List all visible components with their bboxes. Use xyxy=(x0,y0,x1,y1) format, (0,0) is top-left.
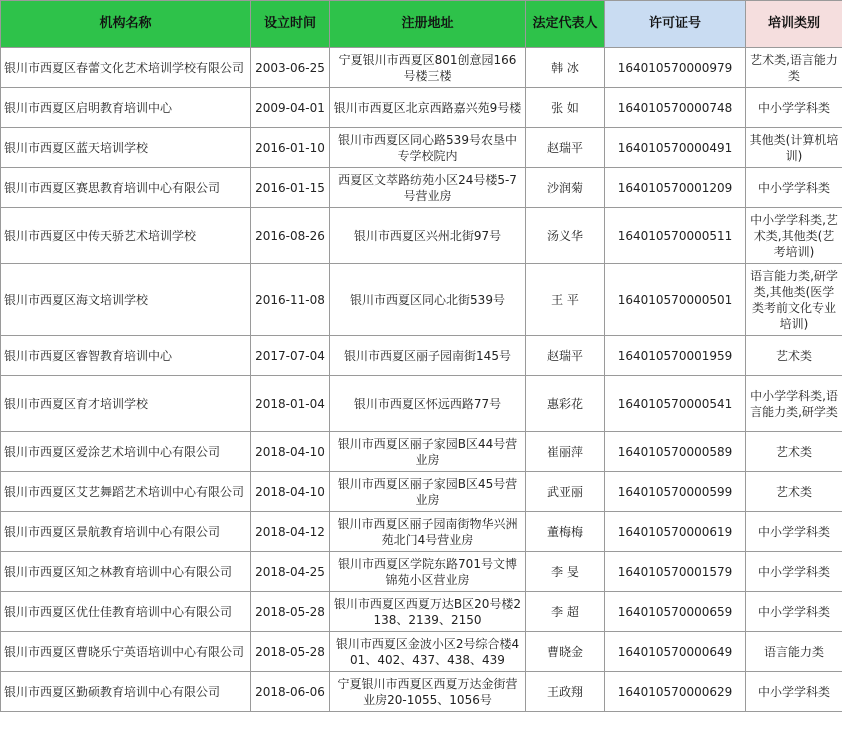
cell-address[interactable]: 宁夏银川市西夏区西夏万达金街营业房20-1055、1056号 xyxy=(330,672,526,712)
cell-address[interactable]: 银川市西夏区同心路539号农垦中专学校院内 xyxy=(330,128,526,168)
cell-address[interactable]: 银川市西夏区金波小区2号综合楼401、402、437、438、439 xyxy=(330,632,526,672)
cell-date[interactable]: 2017-07-04 xyxy=(251,336,330,376)
cell-rep[interactable]: 张 如 xyxy=(526,88,605,128)
cell-address[interactable]: 银川市西夏区怀远西路77号 xyxy=(330,376,526,432)
cell-rep[interactable]: 汤义华 xyxy=(526,208,605,264)
header-date[interactable]: 设立时间 xyxy=(251,1,330,48)
cell-rep[interactable]: 李 超 xyxy=(526,592,605,632)
cell-date[interactable]: 2018-04-10 xyxy=(251,472,330,512)
cell-name[interactable]: 银川市西夏区育才培训学校 xyxy=(1,376,251,432)
cell-category[interactable]: 语言能力类 xyxy=(746,632,842,672)
cell-name[interactable]: 银川市西夏区中传天骄艺术培训学校 xyxy=(1,208,251,264)
table-row xyxy=(1,168,842,208)
cell-date[interactable]: 2018-06-06 xyxy=(251,672,330,712)
table-row xyxy=(1,512,842,552)
cell-name[interactable]: 银川市西夏区曹晓乐宁英语培训中心有限公司 xyxy=(1,632,251,672)
cell-rep[interactable]: 沙润菊 xyxy=(526,168,605,208)
header-license[interactable]: 许可证号 xyxy=(605,1,746,48)
cell-license[interactable]: 164010570000541 xyxy=(605,376,746,432)
cell-category[interactable]: 中小学学科类,语言能力类,研学类 xyxy=(746,376,842,432)
cell-name[interactable]: 银川市西夏区知之林教育培训中心有限公司 xyxy=(1,552,251,592)
cell-category[interactable]: 中小学学科类 xyxy=(746,552,842,592)
cell-license[interactable]: 164010570001579 xyxy=(605,552,746,592)
cell-license[interactable]: 164010570000511 xyxy=(605,208,746,264)
cell-date[interactable]: 2016-01-10 xyxy=(251,128,330,168)
cell-license[interactable]: 164010570000649 xyxy=(605,632,746,672)
cell-rep[interactable]: 李 旻 xyxy=(526,552,605,592)
cell-name[interactable]: 银川市西夏区景航教育培训中心有限公司 xyxy=(1,512,251,552)
cell-date[interactable]: 2009-04-01 xyxy=(251,88,330,128)
cell-address[interactable]: 银川市西夏区学院东路701号文博锦苑小区营业房 xyxy=(330,552,526,592)
cell-category[interactable]: 艺术类 xyxy=(746,472,842,512)
cell-name[interactable]: 银川市西夏区优仕佳教育培训中心有限公司 xyxy=(1,592,251,632)
cell-category[interactable]: 语言能力类,研学类,其他类(医学类考前文化专业培训) xyxy=(746,264,842,336)
table-row xyxy=(1,264,842,336)
cell-license[interactable]: 164010570000629 xyxy=(605,672,746,712)
table-row xyxy=(1,432,842,472)
header-row xyxy=(1,1,842,48)
cell-date[interactable]: 2018-04-12 xyxy=(251,512,330,552)
cell-category[interactable]: 中小学学科类 xyxy=(746,672,842,712)
cell-address[interactable]: 银川市西夏区丽子园南街145号 xyxy=(330,336,526,376)
cell-name[interactable]: 银川市西夏区启明教育培训中心 xyxy=(1,88,251,128)
cell-address[interactable]: 银川市西夏区北京西路嘉兴苑9号楼 xyxy=(330,88,526,128)
cell-category[interactable]: 艺术类 xyxy=(746,336,842,376)
cell-name[interactable]: 银川市西夏区勤硕教育培训中心有限公司 xyxy=(1,672,251,712)
cell-name[interactable]: 银川市西夏区赛思教育培训中心有限公司 xyxy=(1,168,251,208)
table-body xyxy=(1,48,842,712)
cell-category[interactable]: 中小学学科类,艺术类,其他类(艺考培训) xyxy=(746,208,842,264)
cell-address[interactable]: 银川市西夏区同心北街539号 xyxy=(330,264,526,336)
header-address[interactable]: 注册地址 xyxy=(330,1,526,48)
cell-rep[interactable]: 武亚丽 xyxy=(526,472,605,512)
cell-license[interactable]: 164010570001959 xyxy=(605,336,746,376)
cell-license[interactable]: 164010570000589 xyxy=(605,432,746,472)
cell-name[interactable]: 银川市西夏区艾艺舞蹈艺术培训中心有限公司 xyxy=(1,472,251,512)
cell-date[interactable]: 2018-01-04 xyxy=(251,376,330,432)
cell-category[interactable]: 中小学学科类 xyxy=(746,512,842,552)
cell-address[interactable]: 宁夏银川市西夏区801创意园166号楼三楼 xyxy=(330,48,526,88)
table-row xyxy=(1,632,842,672)
cell-rep[interactable]: 王政翔 xyxy=(526,672,605,712)
table-row xyxy=(1,336,842,376)
table-row xyxy=(1,208,842,264)
cell-category[interactable]: 艺术类 xyxy=(746,432,842,472)
cell-address[interactable]: 银川市西夏区兴州北街97号 xyxy=(330,208,526,264)
cell-name[interactable]: 银川市西夏区爱涂艺术培训中心有限公司 xyxy=(1,432,251,472)
cell-name[interactable]: 银川市西夏区睿智教育培训中心 xyxy=(1,336,251,376)
cell-date[interactable]: 2018-05-28 xyxy=(251,592,330,632)
cell-rep[interactable]: 曹晓金 xyxy=(526,632,605,672)
cell-address[interactable]: 银川市西夏区西夏万达B区20号楼2138、2139、2150 xyxy=(330,592,526,632)
cell-license[interactable]: 164010570001209 xyxy=(605,168,746,208)
cell-rep[interactable]: 王 平 xyxy=(526,264,605,336)
cell-name[interactable]: 银川市西夏区蓝天培训学校 xyxy=(1,128,251,168)
header-name[interactable]: 机构名称 xyxy=(1,1,251,48)
table-row xyxy=(1,672,842,712)
cell-name[interactable]: 银川市西夏区春蕾文化艺术培训学校有限公司 xyxy=(1,48,251,88)
table-row xyxy=(1,472,842,512)
cell-license[interactable]: 164010570000619 xyxy=(605,512,746,552)
cell-rep[interactable]: 韩 冰 xyxy=(526,48,605,88)
cell-address[interactable]: 银川市西夏区丽子家园B区45号营业房 xyxy=(330,472,526,512)
table-row xyxy=(1,128,842,168)
cell-date[interactable]: 2003-06-25 xyxy=(251,48,330,88)
cell-address[interactable]: 银川市西夏区丽子家园B区44号营业房 xyxy=(330,432,526,472)
cell-license[interactable]: 164010570000491 xyxy=(605,128,746,168)
cell-license[interactable]: 164010570000979 xyxy=(605,48,746,88)
cell-date[interactable]: 2018-04-25 xyxy=(251,552,330,592)
cell-license[interactable]: 164010570000659 xyxy=(605,592,746,632)
cell-license[interactable]: 164010570000501 xyxy=(605,264,746,336)
table-row xyxy=(1,376,842,432)
cell-category[interactable]: 中小学学科类 xyxy=(746,592,842,632)
cell-category[interactable]: 其他类(计算机培训) xyxy=(746,128,842,168)
cell-category[interactable]: 艺术类,语言能力类 xyxy=(746,48,842,88)
cell-name[interactable]: 银川市西夏区海文培训学校 xyxy=(1,264,251,336)
cell-rep[interactable]: 崔丽萍 xyxy=(526,432,605,472)
cell-license[interactable]: 164010570000748 xyxy=(605,88,746,128)
table-row xyxy=(1,552,842,592)
cell-rep[interactable]: 赵瑞平 xyxy=(526,336,605,376)
cell-date[interactable]: 2018-05-28 xyxy=(251,632,330,672)
cell-date[interactable]: 2018-04-10 xyxy=(251,432,330,472)
cell-date[interactable]: 2016-11-08 xyxy=(251,264,330,336)
cell-date[interactable]: 2016-08-26 xyxy=(251,208,330,264)
table-row xyxy=(1,48,842,88)
cell-rep[interactable]: 惠彩花 xyxy=(526,376,605,432)
cell-rep[interactable]: 赵瑞平 xyxy=(526,128,605,168)
cell-address[interactable]: 银川市西夏区丽子园南街物华兴洲苑北门4号营业房 xyxy=(330,512,526,552)
cell-rep[interactable]: 董梅梅 xyxy=(526,512,605,552)
table-row xyxy=(1,88,842,128)
cell-category[interactable]: 中小学学科类 xyxy=(746,168,842,208)
cell-category[interactable]: 中小学学科类 xyxy=(746,88,842,128)
header-category[interactable]: 培训类别 xyxy=(746,1,842,48)
header-rep[interactable]: 法定代表人 xyxy=(526,1,605,48)
cell-address[interactable]: 西夏区文萃路纺苑小区24号楼5-7号营业房 xyxy=(330,168,526,208)
table-row xyxy=(1,592,842,632)
cell-license[interactable]: 164010570000599 xyxy=(605,472,746,512)
cell-date[interactable]: 2016-01-15 xyxy=(251,168,330,208)
